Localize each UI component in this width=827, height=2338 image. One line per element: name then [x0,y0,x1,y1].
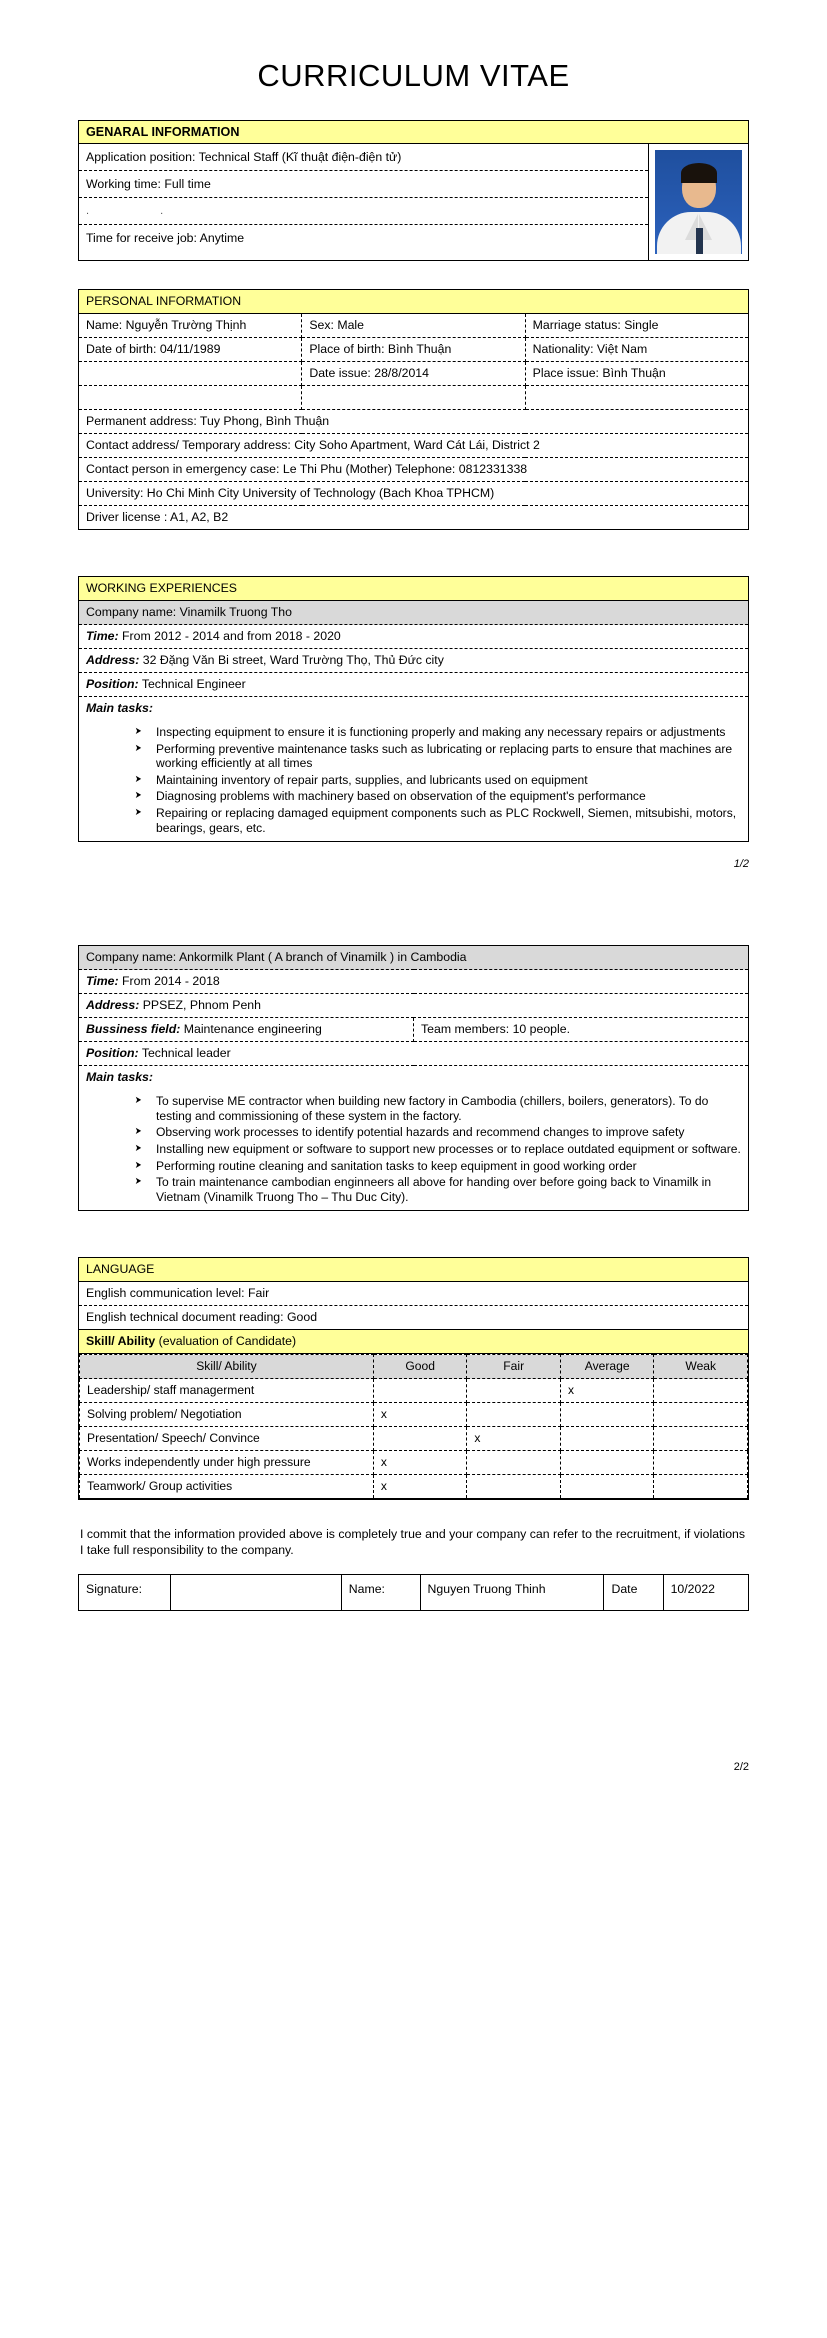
field-university: University: Ho Chi Minh City University of Technology (Bach Khoa TPHCM) [79,482,749,506]
job1-time-row [79,625,749,649]
skill-ability-table [79,1354,748,1499]
skill-mark-average [560,1451,654,1475]
job2-position-label: Position: [86,1046,139,1061]
skill-band [79,1330,749,1354]
working-experiences-heading-row [79,577,749,601]
table-row [79,482,749,506]
footer-spacer [78,1773,749,1797]
table-row [80,1451,748,1475]
table-row [80,1427,748,1451]
job2-position [79,1042,749,1066]
photo-hair [681,163,717,183]
job1-tasks-title: Main tasks: [86,701,153,715]
skill-mark-average [560,1403,654,1427]
photo-cell [648,144,748,260]
signature-field[interactable] [170,1575,341,1611]
spacer-1 [78,261,749,289]
skill-col-weak: Weak [654,1355,748,1379]
job1-time [79,625,749,649]
table-row [79,410,749,434]
job2-address-label: Address: [86,998,140,1013]
job2-tasks-title: Main tasks: [86,1070,153,1085]
job1-task-list [86,725,741,835]
signature-label: Signature: [79,1575,171,1611]
skill-table-header-row [80,1355,748,1379]
list-item: ➤ Inspecting equipment to ensure it is functioning properly and making any necessary repairs or adjustments [134,725,741,740]
job2-business-row [79,1018,749,1042]
skill-mark-average [560,1427,654,1451]
field-contact-address: Contact address/ Temporary address: City Soho Apartment, Ward Cát Lái, District 2 [79,434,749,458]
table-row [79,338,749,362]
list-item: ➤ Repairing or replacing damaged equipment components such as PLC Rockwell, Siemen, mitsubishi, motors, bearings, gears, etc. [134,806,741,835]
working-experiences-block [78,576,749,842]
skill-row-name: Works independently under high pressure [80,1451,374,1475]
skill-table-row [79,1354,749,1500]
general-row-application-position: Application position: Technical Staff (Kĩ thuật điện-điện tử) [79,144,648,171]
job2-time-label: Time: [86,974,119,989]
job2-business-value: Maintenance engineering [183,1022,322,1037]
table-row [80,1403,748,1427]
table-row [80,1379,748,1403]
general-information-heading: GENARAL INFORMATION [79,121,748,144]
language-block [78,1257,749,1500]
list-item: ➤ Maintaining inventory of repair parts, supplies, and lubricants used on equipment [134,773,741,788]
photo-tie [696,228,703,254]
job2-tasks-row [79,1066,749,1211]
table-row [79,314,749,338]
skill-col-good: Good [373,1355,467,1379]
personal-information-heading-row [79,290,749,314]
job1-position-value: Technical Engineer [141,677,246,691]
job2-business-field [79,1018,414,1042]
skill-mark-fair [467,1475,561,1499]
spacer-3 [78,1215,749,1257]
table-row [79,1575,749,1611]
table-row-blank [79,386,749,410]
date-label: Date [604,1575,663,1611]
job1-position-label: Position: [86,677,139,691]
job2-company-row [79,946,749,970]
skill-row-name: Presentation/ Speech/ Convince [80,1427,374,1451]
commitment-text: I commit that the information provided above is completely true and your company can refer to the recruitment, if violations I take full responsibility to the company. [80,1527,746,1558]
field-name: Name: Nguyễn Trường Thịnh [79,314,302,338]
table-row [79,434,749,458]
skill-mark-good: x [373,1451,467,1475]
skill-mark-fair [467,1379,561,1403]
job1-time-value: From 2012 - 2014 and from 2018 - 2020 [122,629,341,643]
field-date-issue: Date issue: 28/8/2014 [302,362,525,386]
general-row-working-time: Working time: Full time [79,171,648,198]
job1-address-label: Address: [86,653,140,667]
skill-mark-average [560,1475,654,1499]
list-item: ➤ Installing new equipment or software to support new processes or to replace outdated equipment or software. [134,1142,741,1157]
field-date-of-birth: Date of birth: 04/11/1989 [79,338,302,362]
language-document-reading: English technical document reading: Good [79,1306,749,1330]
job1-address-row [79,649,749,673]
skill-band-row [79,1330,749,1354]
job1-position-row [79,673,749,697]
job2-time-row [79,970,749,994]
list-item: ➤ Diagnosing problems with machinery based on observation of the equipment's performance [134,789,741,804]
skill-col-name: Skill/ Ability [80,1355,374,1379]
skill-mark-weak [654,1475,748,1499]
list-item: ➤ To supervise ME contractor when building new factory in Cambodia (chillers, boilers, generators). To do testing and commissioning of these system in the factory. [134,1094,741,1123]
skill-mark-good: x [373,1475,467,1499]
table-row [79,1306,749,1330]
general-information-body [79,144,748,260]
signature-table [78,1574,749,1611]
list-item: ➤ Observing work processes to identify potential hazards and recommend changes to improve safety [134,1125,741,1140]
general-information-rows [79,144,648,260]
bottom-spacer [78,1611,749,1751]
name-label: Name: [341,1575,420,1611]
general-row-time-for-receive-job: Time for receive job: Anytime [86,231,245,245]
table-row [79,1282,749,1306]
job1-address [79,649,749,673]
skill-mark-average: x [560,1379,654,1403]
spacer-2 [78,534,749,576]
skill-band-rest: (evaluation of Candidate) [155,1334,297,1349]
skill-mark-fair [467,1451,561,1475]
job1-company-row [79,601,749,625]
page-title: CURRICULUM VITAE [257,58,570,93]
skill-row-name: Solving problem/ Negotiation [80,1403,374,1427]
job1-time-label: Time: [86,629,119,643]
job2-block [78,945,749,1211]
job2-address-row [79,994,749,1018]
job2-time [79,970,749,994]
page-number-1: 1/2 [733,858,749,871]
job2-task-list [86,1094,741,1204]
job2-company [79,946,749,970]
field-driver-license: Driver license : A1, A2, B2 [79,506,749,530]
skill-mark-fair: x [467,1427,561,1451]
field-place-issue: Place issue: Bình Thuận [525,362,748,386]
date-value: 10/2022 [663,1575,748,1611]
field-permanent-address: Permanent address: Tuy Phong, Bình Thuận [79,410,749,434]
list-item: ➤ To train maintenance cambodian enginneers all above for handing over before going back to Vinamilk in Vietnam (Vinamilk Truong Tho – Thu Duc City). [134,1175,741,1204]
field-blank-c [525,386,748,410]
skill-mark-weak [654,1379,748,1403]
page-break-gap [78,870,749,945]
language-communication-level: English communication level: Fair [79,1282,749,1306]
skill-table-cell [79,1354,749,1500]
page-number-2: 2/2 [733,1761,749,1774]
table-row [79,458,749,482]
job2-address-value: PPSEZ, Phnom Penh [142,998,261,1013]
job1-tasks-row [79,697,749,842]
skill-mark-weak [654,1427,748,1451]
personal-information-block [78,289,749,530]
job1-address-value: 32 Đặng Văn Bi street, Ward Trường Thọ, Thủ Đức city [142,653,444,667]
job2-team-members: Team members: 10 people. [414,1018,749,1042]
field-marriage-status: Marriage status: Single [525,314,748,338]
general-information-block [78,120,749,261]
working-experiences-heading: WORKING EXPERIENCES [79,577,749,601]
skill-col-fair: Fair [467,1355,561,1379]
job1-company [79,601,749,625]
skill-mark-good: x [373,1403,467,1427]
language-heading-row [79,1258,749,1282]
list-item: ➤ Performing routine cleaning and sanitation tasks to keep equipment in good working order [134,1159,741,1174]
field-emergency-contact: Contact person in emergency case: Le Thi Phu (Mother) Telephone: 0812331338 [79,458,749,482]
job1-position [79,673,749,697]
job1-company-label: Company name: [86,605,177,619]
skill-mark-good [373,1427,467,1451]
field-blank-a [79,386,302,410]
table-row [79,506,749,530]
skill-col-average: Average [560,1355,654,1379]
job2-tasks-cell [79,1066,749,1211]
language-heading: LANGUAGE [79,1258,749,1282]
job2-company-label: Company name: [86,950,177,965]
job2-business-label: Bussiness field: [86,1022,181,1037]
job2-position-row [79,1042,749,1066]
table-row [80,1475,748,1499]
field-nationality: Nationality: Việt Nam [525,338,748,362]
skill-row-name: Teamwork/ Group activities [80,1475,374,1499]
skill-mark-fair [467,1403,561,1427]
job2-time-value: From 2014 - 2018 [122,974,220,989]
job1-company-name: Vinamilk Truong Tho [179,605,292,619]
general-row-blank: . . [79,198,648,225]
list-item: ➤ Performing preventive maintenance tasks such as lubricating or replacing parts to ensure that machines are working efficiently at all times [134,742,741,771]
skill-mark-weak [654,1403,748,1427]
table-row [79,362,749,386]
field-blank-b [302,386,525,410]
job2-company-name: Ankormilk Plant ( A branch of Vinamilk ) in Cambodia [178,950,467,965]
name-value: Nguyen Truong Thinh [420,1575,604,1611]
field-sex: Sex: Male [302,314,525,338]
skill-mark-good [373,1379,467,1403]
field-place-of-birth: Place of birth: Bình Thuận [302,338,525,362]
personal-information-heading: PERSONAL INFORMATION [79,290,749,314]
job2-position-value: Technical leader [141,1046,231,1061]
job1-tasks-cell [79,697,749,842]
candidate-portrait-photo [655,150,742,254]
field-id-blank [79,362,302,386]
skill-mark-weak [654,1451,748,1475]
skill-row-name: Leadership/ staff managerment [80,1379,374,1403]
job2-address [79,994,749,1018]
skill-band-bold: Skill/ Ability [86,1334,156,1349]
